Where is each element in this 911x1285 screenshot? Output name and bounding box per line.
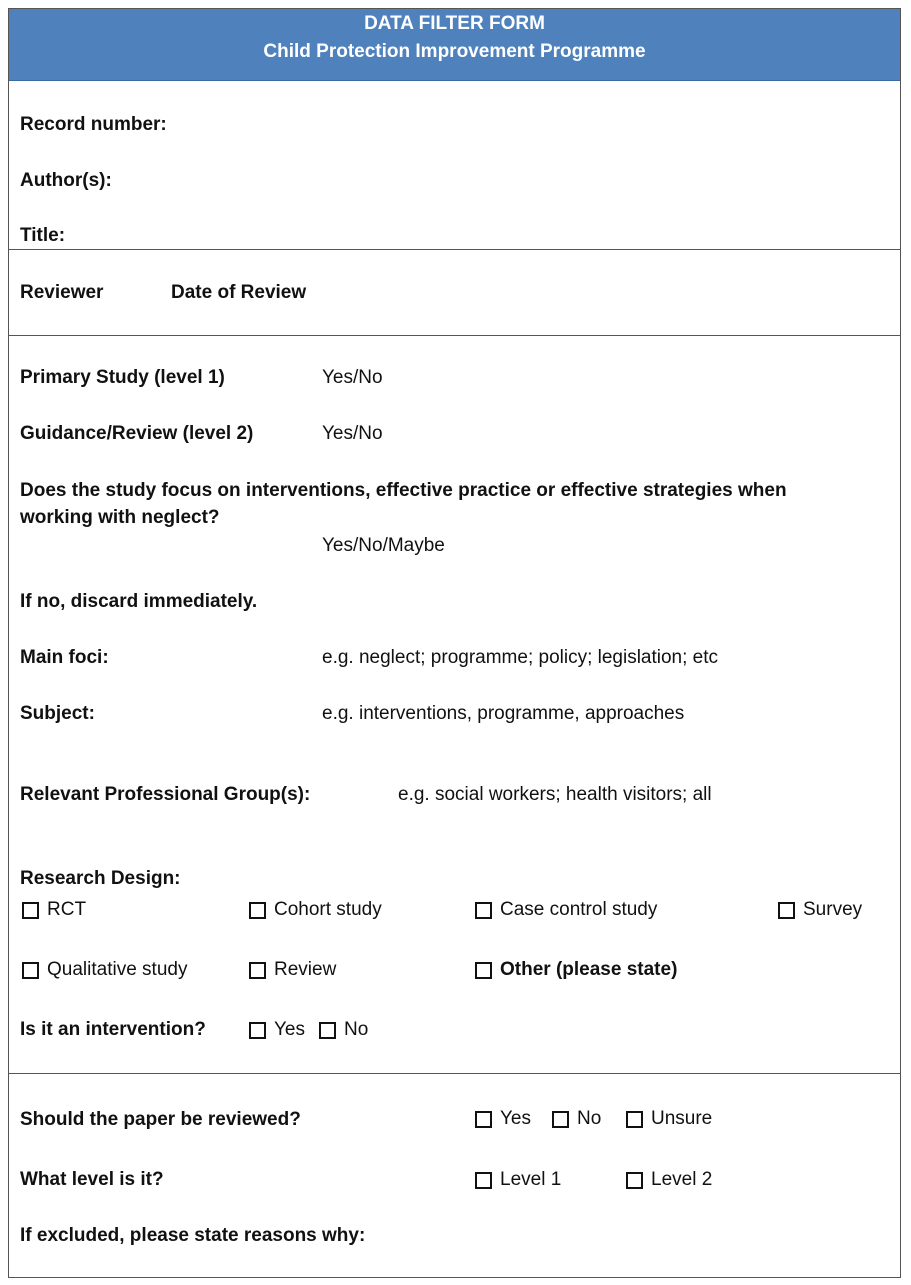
intervention-label: Is it an intervention? (20, 1019, 206, 1040)
record-number-label: Record number: (20, 114, 167, 135)
option-label: Yes (500, 1108, 531, 1129)
title-label: Title: (20, 225, 66, 246)
option-label: Survey (803, 899, 863, 920)
professional-group-value: e.g. social workers; health visitors; all (398, 784, 712, 805)
checkbox[interactable] (778, 902, 795, 919)
focus-question-line2: working with neglect? (20, 507, 220, 528)
checkbox[interactable] (22, 962, 39, 979)
design-option-cohort[interactable] (249, 898, 382, 922)
design-option-qualitative[interactable] (22, 958, 187, 982)
intervention-yes[interactable] (249, 1018, 305, 1042)
option-label: No (344, 1019, 369, 1040)
checkbox[interactable] (249, 902, 266, 919)
checkbox[interactable] (475, 1111, 492, 1128)
guidance-review-label: Guidance/Review (level 2) (20, 423, 254, 444)
checkbox[interactable] (626, 1111, 643, 1128)
main-foci-value: e.g. neglect; programme; policy; legislation; etc (322, 647, 719, 668)
option-label: Cohort study (274, 899, 382, 920)
checkbox[interactable] (475, 962, 492, 979)
design-option-survey[interactable] (778, 898, 862, 922)
level-question-label: What level is it? (20, 1169, 164, 1190)
design-option-other[interactable] (475, 958, 677, 982)
discard-note: If no, discard immediately. (20, 591, 258, 612)
reviewed-question-label: Should the paper be reviewed? (20, 1109, 301, 1130)
option-label: Level 2 (651, 1169, 713, 1190)
option-label: Case control study (500, 899, 658, 920)
checkbox[interactable] (475, 1172, 492, 1189)
level-1-option[interactable] (475, 1168, 561, 1192)
checkbox[interactable] (626, 1172, 643, 1189)
form-header (9, 9, 900, 81)
guidance-review-value: Yes/No (322, 423, 383, 444)
focus-question-line1: Does the study focus on interventions, effective practice or effective strategies when (20, 480, 787, 501)
design-option-rct[interactable] (22, 898, 86, 922)
reviewed-unsure[interactable] (626, 1107, 712, 1131)
option-label: Unsure (651, 1108, 713, 1129)
professional-group-label: Relevant Professional Group(s): (20, 784, 311, 805)
option-label: Review (274, 959, 337, 980)
option-label: RCT (47, 899, 87, 920)
option-label: No (577, 1108, 602, 1129)
reviewed-no[interactable] (552, 1107, 601, 1131)
level-2-option[interactable] (626, 1168, 712, 1192)
intervention-no[interactable] (319, 1018, 368, 1042)
checkbox[interactable] (552, 1111, 569, 1128)
primary-study-label: Primary Study (level 1) (20, 367, 225, 388)
option-label: Yes (274, 1019, 305, 1040)
focus-value: Yes/No/Maybe (322, 535, 445, 556)
excluded-reasons-label: If excluded, please state reasons why: (20, 1225, 366, 1246)
design-option-case-control[interactable] (475, 898, 657, 922)
divider (9, 249, 900, 250)
checkbox[interactable] (249, 962, 266, 979)
form-title: DATA FILTER FORM (364, 13, 545, 34)
research-design-label: Research Design: (20, 868, 181, 889)
option-label: Other (please state) (500, 959, 678, 980)
data-filter-form (8, 8, 901, 1278)
checkbox[interactable] (475, 902, 492, 919)
main-foci-label: Main foci: (20, 647, 109, 668)
authors-label: Author(s): (20, 170, 112, 191)
design-option-review[interactable] (249, 958, 336, 982)
option-label: Level 1 (500, 1169, 562, 1190)
checkbox[interactable] (22, 902, 39, 919)
form-subtitle: Child Protection Improvement Programme (263, 41, 646, 62)
divider (9, 1073, 900, 1074)
date-of-review-label: Date of Review (171, 282, 307, 303)
subject-label: Subject: (20, 703, 95, 724)
subject-value: e.g. interventions, programme, approaches (322, 703, 685, 724)
checkbox[interactable] (319, 1022, 336, 1039)
reviewer-label: Reviewer (20, 282, 104, 303)
checkbox[interactable] (249, 1022, 266, 1039)
primary-study-value: Yes/No (322, 367, 383, 388)
divider (9, 335, 900, 336)
option-label: Qualitative study (47, 959, 188, 980)
reviewed-yes[interactable] (475, 1107, 531, 1131)
